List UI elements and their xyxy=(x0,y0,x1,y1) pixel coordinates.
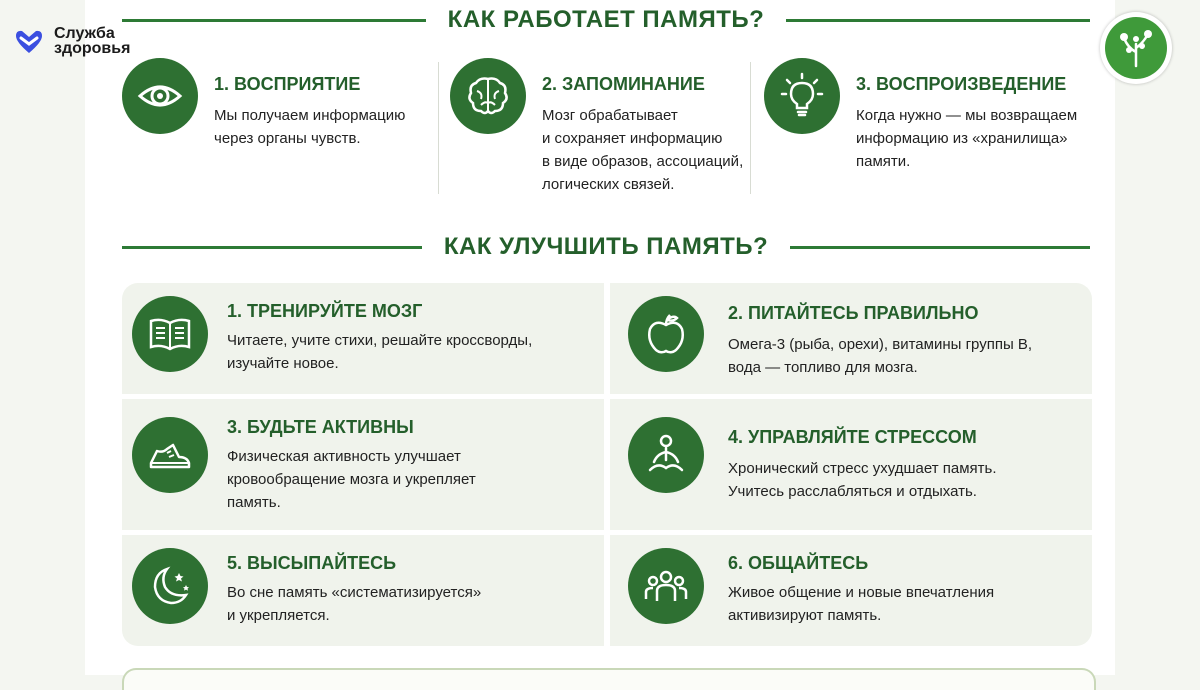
tip-title: 5. ВЫСЫПАЙТЕСЬ xyxy=(227,553,397,573)
tip-card-eat-right xyxy=(610,283,1092,394)
tip-card-train-brain xyxy=(122,283,604,394)
tip-title: 1. ТРЕНИРУЙТЕ МОЗГ xyxy=(227,301,423,321)
brand-logo xyxy=(12,26,130,60)
book-icon xyxy=(132,296,208,372)
tip-text: Омега-3 (рыба, орехи), витамины группы B, вода — топливо для мозга. xyxy=(728,336,1033,376)
section-title-improve: КАК УЛУЧШИТЬ ПАМЯТЬ? xyxy=(443,233,769,260)
tip-title: 6. ОБЩАЙТЕСЬ xyxy=(728,553,869,573)
tree-icon xyxy=(1114,26,1158,70)
meditation-icon xyxy=(628,417,704,493)
how-text: Мозг обрабатывает и сохраняет информацию в виде образов, ассоциаций, логических связей. xyxy=(542,107,744,193)
how-title: 1. ВОСПРИЯТИЕ xyxy=(214,74,361,94)
tip-card-communicate xyxy=(610,535,1092,646)
brand-line-2: здоровья xyxy=(54,40,131,57)
section-heading-how xyxy=(122,6,1090,34)
tip-text: Во сне память «систематизируется» и укрепляется. xyxy=(227,584,482,624)
divider xyxy=(750,62,751,194)
tip-card-be-active xyxy=(122,399,604,530)
tip-text: Читаете, учите стихи, решайте кроссворды, изучайте новое. xyxy=(227,332,533,372)
next-section-edge xyxy=(122,668,1096,690)
how-title: 3. ВОСПРОИЗВЕДЕНИЕ xyxy=(856,74,1067,94)
tip-card-manage-stress xyxy=(610,399,1092,530)
apple-icon xyxy=(628,296,704,372)
tip-title: 3. БУДЬТЕ АКТИВНЫ xyxy=(227,417,414,437)
tip-title: 2. ПИТАЙТЕСЬ ПРАВИЛЬНО xyxy=(728,303,979,323)
sneaker-icon xyxy=(132,417,208,493)
tip-card-sleep xyxy=(122,535,604,646)
section-heading-improve xyxy=(122,233,1090,261)
people-icon xyxy=(628,548,704,624)
tip-text: Хронический стресс ухудшает память. Учитесь расслабляться и отдыхать. xyxy=(728,460,997,500)
tips-grid xyxy=(122,283,1092,646)
tip-text: Живое общение и новые впечатления активизируют память. xyxy=(728,584,995,624)
lightbulb-icon xyxy=(764,58,840,134)
moon-stars-icon xyxy=(132,548,208,624)
section-title-how: КАК РАБОТАЕТ ПАМЯТЬ? xyxy=(447,6,765,33)
divider xyxy=(438,62,439,194)
tip-text: Физическая активность улучшает кровообращение мозга и укрепляет память. xyxy=(227,448,476,511)
how-item-recall xyxy=(764,58,1094,198)
how-text: Когда нужно — мы возвращаем информацию из «хранилища» памяти. xyxy=(856,107,1078,170)
how-item-perception xyxy=(122,58,432,198)
heart-logo-icon xyxy=(12,26,46,60)
eye-icon xyxy=(122,58,198,134)
brain-icon xyxy=(450,58,526,134)
how-text: Мы получаем информацию через органы чувств. xyxy=(214,107,406,147)
how-item-memorizing xyxy=(450,58,750,198)
tip-title: 4. УПРАВЛЯЙТЕ СТРЕССОМ xyxy=(728,427,977,447)
how-title: 2. ЗАПОМИНАНИЕ xyxy=(542,74,705,94)
brand-line-1: Служба xyxy=(54,25,115,42)
health-badge xyxy=(1100,12,1172,84)
